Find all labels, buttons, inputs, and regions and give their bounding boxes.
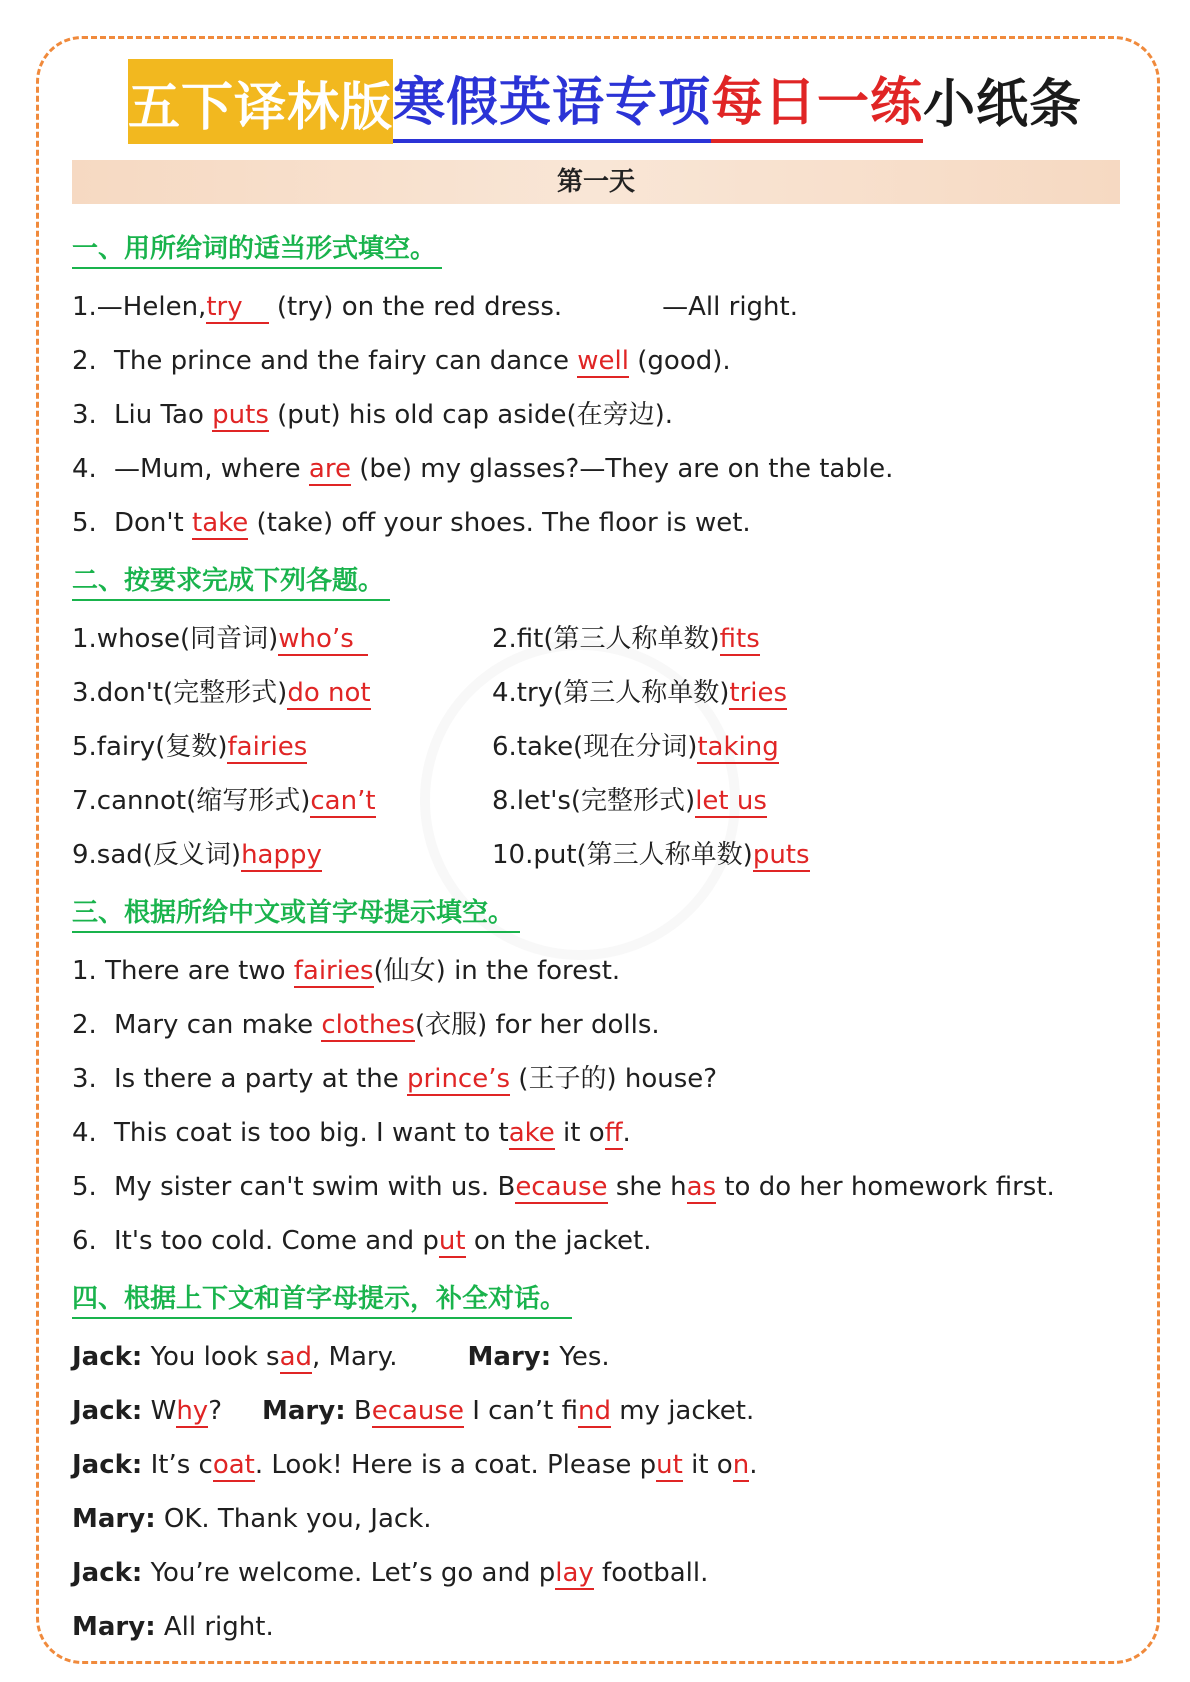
q1-item-2: 2. The prince and the fairy can dance well (good). <box>72 346 731 376</box>
q1-item-1: 1.—Helen,try (try) on the red dress. —All right. <box>72 292 798 322</box>
title-part-topic: 寒假英语专项 <box>393 60 711 143</box>
dialog-line-5: Jack: You’re welcome. Let’s go and play football. <box>72 1558 709 1588</box>
dialog-line-1: Jack: You look sad, Mary. Mary: Yes. <box>72 1342 610 1372</box>
page-title <box>128 56 1082 146</box>
q3-item-2: 2. Mary can make clothes(衣服) for her dolls. <box>72 1010 660 1040</box>
q2-row-3-right: 6.take(现在分词)taking <box>492 732 779 762</box>
q3-item-4: 4. This coat is too big. I want to take it off. <box>72 1118 631 1148</box>
section-2-heading: 二、按要求完成下列各题。 <box>72 560 390 601</box>
q2-row-1: 1.whose(同音词)who’s <box>72 622 368 656</box>
q3-item-6: 6. It's too cold. Come and put on the jacket. <box>72 1226 652 1256</box>
q1-item-4: 4. —Mum, where are (be) my glasses?—They are on the table. <box>72 454 894 484</box>
section-3-heading: 三、根据所给中文或首字母提示填空。 <box>72 892 520 933</box>
q2-row-5: 9.sad(反义词)happy <box>72 840 322 870</box>
title-part-note: 小纸条 <box>923 74 1083 135</box>
q3-item-5: 5. My sister can't swim with us. Because she has to do her homework first. <box>72 1172 1055 1202</box>
q3-item-1: 1. There are two fairies(仙女) in the forest. <box>72 956 621 986</box>
q2-row-2-right: 4.try(第三人称单数)tries <box>492 678 788 708</box>
q1-item-3: 3. Liu Tao puts (put) his old cap aside(在旁边). <box>72 400 674 430</box>
q2-row-1-right: 2.fit(第三人称单数)fits <box>492 624 760 654</box>
q3-item-3: 3. Is there a party at the prince’s (王子的) house? <box>72 1064 718 1094</box>
day-banner: 第一天 <box>72 160 1120 204</box>
dialog-line-2: Jack: Why? Mary: Because I can’t find my jacket. <box>72 1396 755 1426</box>
q2-row-4-right: 8.let's(完整形式)let us <box>492 786 767 816</box>
section-1-heading: 一、用所给词的适当形式填空。 <box>72 228 442 269</box>
dialog-line-4: Mary: OK. Thank you, Jack. <box>72 1504 432 1534</box>
title-part-grade: 五下译林版 <box>128 59 393 144</box>
q2-row-3: 5.fairy(复数)fairies <box>72 732 308 762</box>
dialog-line-3: Jack: It’s coat. Look! Here is a coat. Please put it on. <box>72 1450 758 1480</box>
dialog-line-6: Mary: All right. <box>72 1612 274 1642</box>
q1-item-5: 5. Don't take (take) off your shoes. The floor is wet. <box>72 508 751 538</box>
q2-row-2: 3.don't(完整形式)do not <box>72 678 371 708</box>
q2-row-5-right: 10.put(第三人称单数)puts <box>492 840 810 870</box>
title-part-daily: 每日一练 <box>711 60 923 143</box>
section-4-heading: 四、根据上下文和首字母提示，补全对话。 <box>72 1278 572 1319</box>
q2-row-4: 7.cannot(缩写形式)can’t <box>72 786 376 816</box>
